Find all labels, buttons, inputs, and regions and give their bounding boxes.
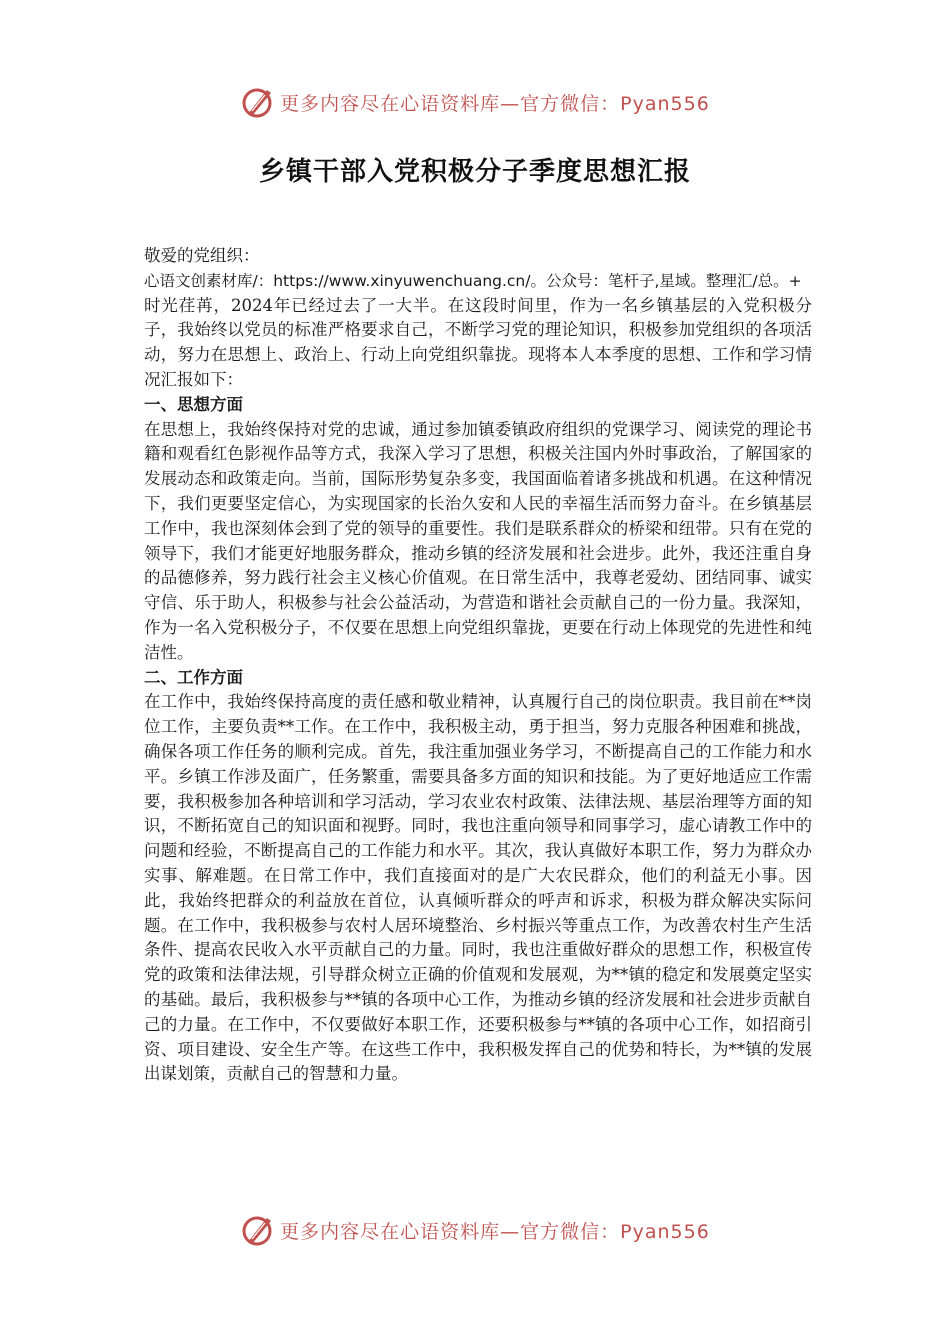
banner-text: 更多内容尽在心语资料库—官方微信：Pyan556 [280, 1220, 710, 1243]
quill-pen-logo-icon [240, 84, 276, 120]
intro-paragraph: 时光荏苒，2024年已经过去了一大半。在这段时间里，作为一名乡镇基层的入党积极分子，我始终以党员的标准严格要求自己，不断学习党的理论知识，积极参加党组织的各项活动，努力在思想上、政治上、行动上向党组织靠拢。现将本人本季度的思想、工作和学习情况汇报如下： [144, 295, 812, 389]
section-heading-thought: 一、思想方面 [144, 394, 243, 414]
document-body [144, 244, 812, 1087]
section-body-work: 在工作中，我始终保持高度的责任感和敬业精神，认真履行自己的岗位职责。我目前在**岗位工作，主要负责**工作。在工作中，我积极主动，勇于担当，努力克服各种困难和挑战，确保各项工作任务的顺利完成。首先，我注重加强业务学习，不断提高自己的工作能力和水平。乡镇工作涉及面广，任务繁重，需要具备多方面的知识和技能。为了更好地适应工作需要，我积极参加各种培训和学习活动，学习农业农村政策、法律法规、基层治理等方面的知识，不断拓宽自己的知识面和视野。同时，我也注重向领导和同事学习，虚心请教工作中的问题和经验，不断提高自己的工作能力和水平。其次，我认真做好本职工作，努力为群众办实事、解难题。在日常工作中，我们直接面对的是广大农民群众，他们的利益无小事。因此，我始终把群众的利益放在首位，认真倾听群众的呼声和诉求，积极为群众解决实际问题。在工作中，我积极参与农村人居环境整治、乡村振兴等重点工作，为改善农村生产生活条件、提高农民收入水平贡献自己的力量。同时，我也注重做好群众的思想工作，积极宣传党的政策和法律法规，引导群众树立正确的价值观和发展观，为**镇的稳定和发展奠定坚实的基础。最后，我积极参与**镇的各项中心工作，为推动乡镇的经济发展和社会进步贡献自己的力量。在工作中，不仅要做好本职工作，还要积极参与**镇的各项中心工作，如招商引资、项目建设、安全生产等。在这些工作中，我积极发挥自己的优势和特长，为**镇的发展出谋划策，贡献自己的智慧和力量。 [144, 692, 812, 1084]
section-heading-work: 二、工作方面 [144, 667, 243, 687]
footer-banner [0, 1210, 950, 1250]
section-body-thought: 在思想上，我始终保持对党的忠诚，通过参加镇委镇政府组织的党课学习、阅读党的理论书籍和观看红色影视作品等方式，我深入学习了思想，积极关注国内外时事政治，了解国家的发展动态和政策走向。当前，国际形势复杂多变，我国面临着诸多挑战和机遇。在这种情况下，我们更要坚定信心，为实现国家的长治久安和人民的幸福生活而努力奋斗。在乡镇基层工作中，我也深刻体会到了党的领导的重要性。我们是联系群众的桥梁和纽带。只有在党的领导下，我们才能更好地服务群众，推动乡镇的经济发展和社会进步。此外，我还注重自身的品德修养，努力践行社会主义核心价值观。在日常生活中，我尊老爱幼、团结同事、诚实守信、乐于助人，积极参与社会公益活动，为营造和谐社会贡献自己的一份力量。我深知，作为一名入党积极分子，不仅要在思想上向党组织靠拢，更要在行动上体现党的先进性和纯洁性。 [144, 419, 812, 662]
header-banner [0, 82, 950, 122]
document-title: 乡镇干部入党积极分子季度思想汇报 [258, 157, 691, 187]
banner-text: 更多内容尽在心语资料库—官方微信：Pyan556 [280, 92, 710, 115]
quill-pen-logo-icon [240, 1212, 276, 1248]
source-note: 心语文创素材库/：https://www.xinyuwenchuang.cn/。公众号：笔杆子,星域。整理汇/总。+ [144, 271, 802, 290]
salutation: 敬爱的党组织： [144, 246, 260, 265]
